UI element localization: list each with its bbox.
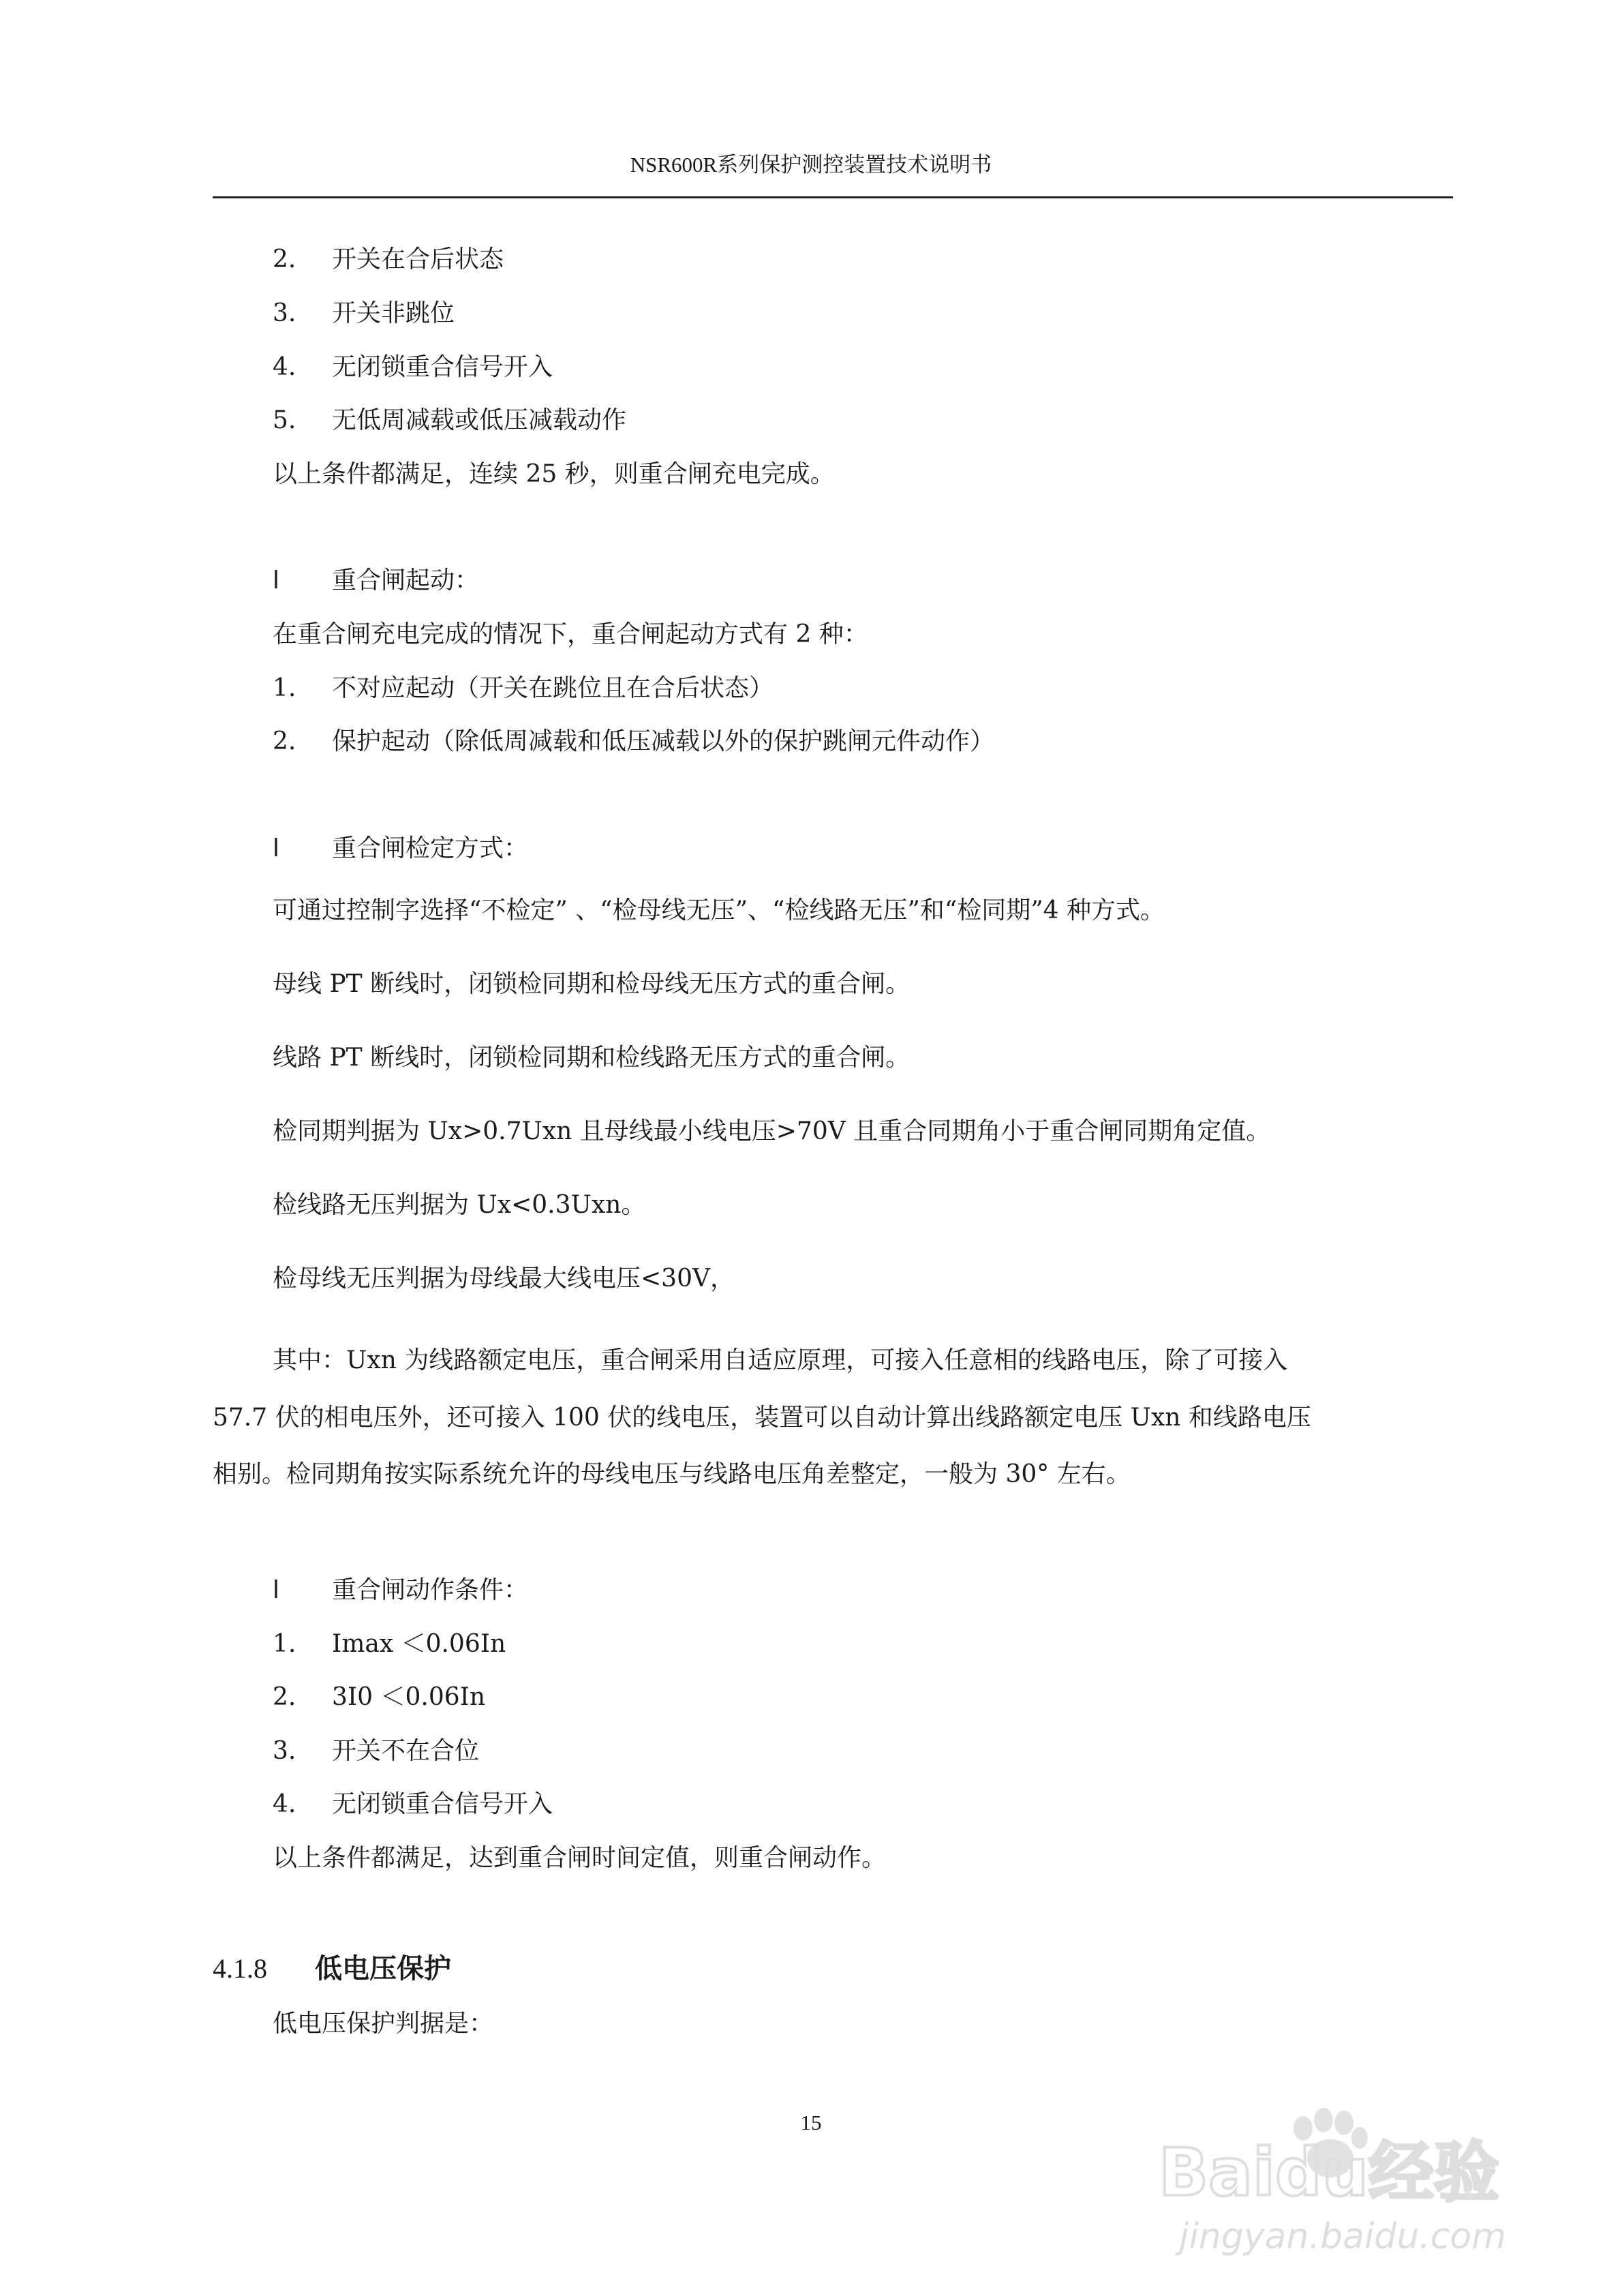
action-summary: 以上条件都满足，达到重合闸时间定值，则重合闸动作。 — [273, 1844, 887, 1872]
list-item-number: 2. — [273, 245, 296, 273]
bullet-marker: l — [273, 834, 280, 862]
list-item-number: 5. — [273, 406, 296, 434]
section-intro: 低电压保护判据是： — [273, 2010, 494, 2038]
list-item-number: 2. — [273, 1683, 296, 1711]
watermark-url: jingyan.baidu.com — [1179, 2216, 1506, 2257]
list-item-text: 开关非跳位 — [332, 299, 455, 327]
header-rule — [213, 196, 1453, 198]
document-header: NSR600R系列保护测控装置技术说明书 — [630, 153, 992, 177]
heading-text: 重合闸检定方式： — [332, 834, 529, 862]
list-item-number: 3. — [273, 1737, 296, 1765]
check-paragraph: 检母线无压判据为母线最大线电压<30V， — [273, 1265, 735, 1293]
list-item-text: 无低周减载或低压减载动作 — [332, 406, 627, 434]
list-item-text: 不对应起动（开关在跳位且在合后状态） — [332, 674, 774, 702]
watermark-brand: Baidu经验 — [1159, 2134, 1499, 2211]
check-paragraph: 母线 PT 断线时，闭锁检同期和检母线无压方式的重合闸。 — [273, 970, 911, 998]
list-item-number: 1. — [273, 674, 296, 702]
heading-text: 重合闸动作条件： — [332, 1576, 529, 1604]
check-paragraph: 检线路无压判据为 Ux<0.3Uxn。 — [273, 1191, 646, 1219]
section-title: 低电压保护 — [315, 1953, 451, 1984]
list-item-text: 保护起动（除低周减载和低压减载以外的保护跳闸元件动作） — [332, 727, 995, 755]
list-item-text: Imax ＜0.06In — [332, 1630, 506, 1658]
check-paragraph: 检同期判据为 Ux>0.7Uxn 且母线最小线电压>70V 且重合同期角小于重合闸同期角定值。 — [273, 1117, 1271, 1145]
note-line: 其中：Uxn 为线路额定电压，重合闸采用自适应原理，可接入任意相的线路电压，除了可接入 — [273, 1346, 1288, 1374]
heading-text: 重合闸起动： — [332, 567, 480, 594]
bullet-marker: l — [273, 567, 280, 594]
note-line: 相别。检同期角按实际系统允许的母线电压与线路电压角差整定，一般为 30° 左右。 — [213, 1460, 1131, 1488]
list-item-number: 4. — [273, 353, 296, 381]
section-number: 4.1.8 — [213, 1953, 267, 1984]
list-item-text: 开关不在合位 — [332, 1737, 480, 1765]
start-intro: 在重合闸充电完成的情况下，重合闸起动方式有 2 种： — [273, 620, 868, 648]
list-item-number: 2. — [273, 727, 296, 755]
list-item-number: 4. — [273, 1790, 296, 1818]
list-item-text: 无闭锁重合信号开入 — [332, 353, 553, 381]
list-item-number: 1. — [273, 1630, 296, 1658]
baidu-jingyan-watermark — [1152, 2093, 1561, 2270]
list-item-text: 无闭锁重合信号开入 — [332, 1790, 553, 1818]
check-paragraph: 可通过控制字选择“不检定” 、“检母线无压”、“检线路无压”和“检同期”4 种方式。 — [273, 896, 1165, 924]
charge-summary: 以上条件都满足，连续 25 秒，则重合闸充电完成。 — [273, 460, 835, 488]
list-item-text: 开关在合后状态 — [332, 245, 504, 273]
section-heading — [213, 1951, 451, 1987]
page-number: 15 — [800, 2111, 822, 2134]
bullet-marker: l — [273, 1576, 280, 1604]
note-line: 57.7 伏的相电压外，还可接入 100 伏的线电压，装置可以自动计算出线路额定电压 Uxn 和线路电压 — [213, 1404, 1311, 1432]
list-item-text: 3I0 ＜0.06In — [332, 1683, 486, 1711]
list-item-number: 3. — [273, 299, 296, 327]
check-paragraph: 线路 PT 断线时，闭锁检同期和检线路无压方式的重合闸。 — [273, 1044, 911, 1072]
